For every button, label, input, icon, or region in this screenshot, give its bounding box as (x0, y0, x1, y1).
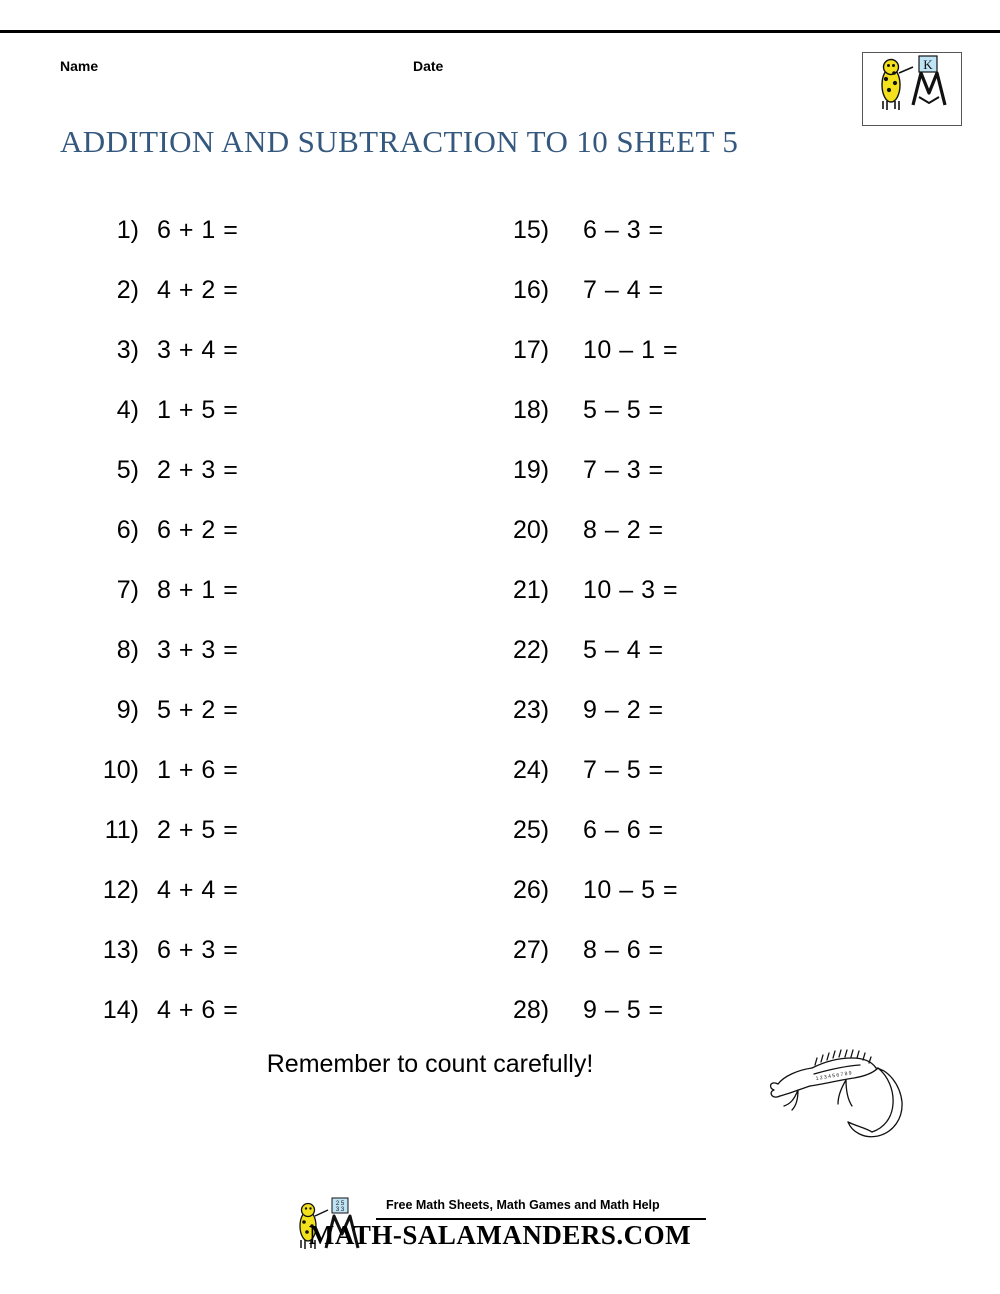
svg-text:3 3: 3 3 (335, 1207, 345, 1213)
question-item (95, 740, 425, 800)
question-item (95, 680, 425, 740)
question-item (95, 800, 425, 860)
question-number: 18) (513, 396, 550, 424)
question-item (95, 380, 425, 440)
question-expression: 1 + 5 = (157, 396, 239, 424)
question-number: 1) (116, 216, 139, 244)
question-number: 20) (513, 516, 550, 544)
question-item (95, 980, 425, 1040)
question-expression: 3 + 4 = (157, 336, 239, 364)
question-number: 25) (513, 816, 550, 844)
question-number: 22) (513, 636, 550, 664)
question-item (513, 560, 843, 620)
question-number: 23) (513, 696, 550, 724)
question-number: 3) (116, 336, 139, 364)
questions-column-left (95, 200, 425, 1040)
question-expression: 6 + 2 = (157, 516, 239, 544)
question-expression: 8 – 2 = (583, 516, 664, 544)
question-expression: 6 + 1 = (157, 216, 239, 244)
questions-column-right (513, 200, 843, 1040)
logo-letter: K (923, 57, 933, 72)
question-number: 7) (116, 576, 139, 604)
question-number: 10) (102, 756, 139, 784)
question-item (513, 380, 843, 440)
question-expression: 5 – 5 = (583, 396, 664, 424)
question-expression: 5 + 2 = (157, 696, 239, 724)
question-expression: 7 – 3 = (583, 456, 664, 484)
question-item (95, 920, 425, 980)
question-item (95, 440, 425, 500)
svg-text:1 2 3 4 5 6 7 8 9: 1 2 3 4 5 6 7 8 9 (815, 1070, 853, 1082)
question-item (95, 260, 425, 320)
question-number: 24) (513, 756, 550, 784)
question-expression: 10 – 1 = (583, 336, 679, 364)
question-item (95, 200, 425, 260)
question-item (513, 440, 843, 500)
svg-text:2 5: 2 5 (335, 1201, 345, 1207)
question-expression: 6 – 6 = (583, 816, 664, 844)
question-expression: 7 – 4 = (583, 276, 664, 304)
salamander-drawing (760, 1040, 910, 1160)
question-number: 15) (513, 216, 550, 244)
question-expression: 9 – 2 = (583, 696, 664, 724)
question-expression: 6 – 3 = (583, 216, 664, 244)
question-item (513, 620, 843, 680)
footer-website-url: MATH-SALAMANDERS.COM (308, 1220, 692, 1250)
footnote-label: Remember to count carefully! (266, 1050, 594, 1078)
salamander-illustration (760, 1040, 910, 1160)
question-item (513, 980, 843, 1040)
question-number: 26) (513, 876, 550, 904)
question-number: 12) (102, 876, 139, 904)
question-item (513, 260, 843, 320)
question-expression: 3 + 3 = (157, 636, 239, 664)
question-number: 9) (116, 696, 139, 724)
question-number: 14) (102, 996, 139, 1024)
math-salamanders-logo (862, 52, 962, 126)
question-item (513, 200, 843, 260)
question-expression: 8 + 1 = (157, 576, 239, 604)
question-number: 27) (513, 936, 550, 964)
question-expression: 10 – 3 = (583, 576, 679, 604)
question-expression: 4 + 6 = (157, 996, 239, 1024)
question-item (513, 740, 843, 800)
date-label: Date (413, 58, 444, 74)
question-number: 13) (102, 936, 139, 964)
question-expression: 4 + 4 = (157, 876, 239, 904)
question-item (95, 320, 425, 380)
question-number: 19) (513, 456, 550, 484)
top-divider (0, 30, 1000, 33)
question-expression: 7 – 5 = (583, 756, 664, 784)
question-item (95, 620, 425, 680)
question-item (513, 320, 843, 380)
question-expression: 10 – 5 = (583, 876, 679, 904)
question-item (95, 560, 425, 620)
page-footer (0, 1190, 1000, 1270)
question-number: 21) (513, 576, 550, 604)
question-number: 6) (116, 516, 139, 544)
question-item (513, 860, 843, 920)
page-title: ADDITION AND SUBTRACTION TO 10 SHEET 5 (60, 124, 739, 159)
question-number: 4) (116, 396, 139, 424)
question-expression: 2 + 3 = (157, 456, 239, 484)
question-expression: 2 + 5 = (157, 816, 239, 844)
question-expression: 9 – 5 = (583, 996, 664, 1024)
footer-tagline: Free Math Sheets, Math Games and Math Help (386, 1198, 660, 1212)
question-expression: 6 + 3 = (157, 936, 239, 964)
question-item (513, 680, 843, 740)
question-number: 5) (116, 456, 139, 484)
question-number: 11) (104, 816, 139, 844)
question-item (513, 800, 843, 860)
question-item (95, 500, 425, 560)
question-item (513, 920, 843, 980)
name-label: Name (60, 58, 99, 74)
question-expression: 4 + 2 = (157, 276, 239, 304)
question-item (513, 500, 843, 560)
question-number: 17) (513, 336, 550, 364)
question-number: 28) (513, 996, 550, 1024)
logo-artwork (863, 53, 959, 123)
question-number: 8) (116, 636, 139, 664)
question-number: 16) (513, 276, 550, 304)
student-meta-row (0, 58, 1000, 82)
question-number: 2) (116, 276, 139, 304)
question-expression: 1 + 6 = (157, 756, 239, 784)
question-item (95, 860, 425, 920)
question-expression: 8 – 6 = (583, 936, 664, 964)
question-expression: 5 – 4 = (583, 636, 664, 664)
